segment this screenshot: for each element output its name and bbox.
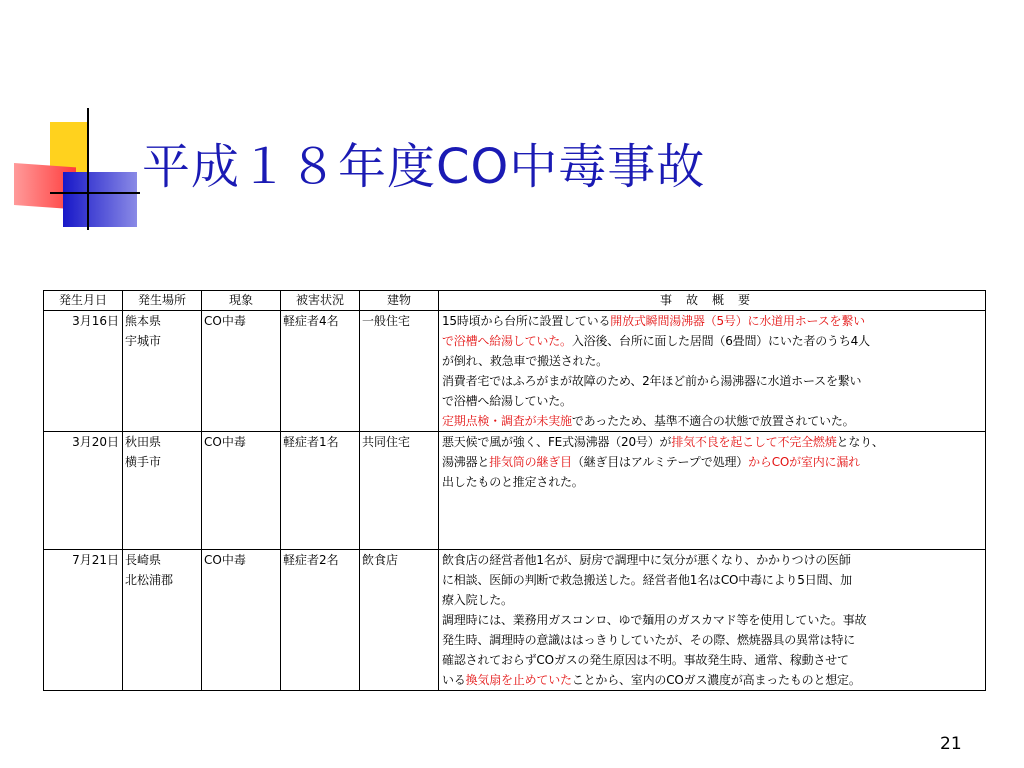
building-text: 飲食店 [362, 553, 399, 567]
place-line: 秋田県 [125, 435, 162, 449]
summary-text: ことから、室内のCOガス濃度が高まったものと想定。 [571, 673, 861, 687]
summary-line [442, 432, 985, 452]
summary-text: 15時頃から台所に設置している [442, 314, 611, 328]
summary-text: が倒れ、救急車で搬送された。 [442, 354, 608, 368]
slide-decoration-logo [0, 100, 140, 230]
summary-line [442, 630, 985, 650]
summary-line [442, 650, 985, 670]
date-text: 7月21日 [72, 553, 119, 567]
summary-text: 入浴後、台所に面した居間（6畳間）にいた者のうち4人 [571, 334, 870, 348]
summary-text: いる [442, 673, 466, 687]
header-place: 発生場所 [123, 291, 202, 311]
summary-text: 悪天候で風が強く、FE式湯沸器（20号）が [442, 435, 672, 449]
logo-vertical-line [87, 108, 89, 230]
summary-text: 飲食店の経営者他1名が、厨房で調理中に気分が悪くなり、かかりつけの医師 [442, 553, 851, 567]
summary-line [442, 670, 985, 690]
summary-highlight: からCOが室内に漏れ [748, 455, 860, 469]
accident-table [43, 290, 986, 691]
cell-place [123, 432, 202, 550]
cell-summary [439, 432, 986, 550]
cell-damage [281, 550, 360, 691]
logo-blue-square [63, 172, 137, 227]
summary-line [442, 391, 985, 411]
summary-line [442, 590, 985, 610]
date-text: 3月16日 [72, 314, 119, 328]
summary-line [442, 371, 985, 391]
summary-line [442, 411, 985, 431]
damage-text: 軽症者2名 [283, 553, 339, 567]
summary-text: となり、 [836, 435, 884, 449]
cell-phenomenon [202, 550, 281, 691]
header-phenomenon: 現象 [202, 291, 281, 311]
summary-highlight: で浴槽へ給湯していた。 [442, 334, 572, 348]
summary-text: 発生時、調理時の意識ははっきりしていたが、その際、燃焼器具の異常は特に [442, 633, 856, 647]
date-text: 3月20日 [72, 435, 119, 449]
phenomenon-text: CO中毒 [204, 435, 246, 449]
place-line: 宇城市 [125, 334, 162, 348]
summary-highlight: 排気不良を起こして不完全燃焼 [671, 435, 837, 449]
summary-line [442, 550, 985, 570]
table-header-row [44, 291, 986, 311]
header-damage: 被害状況 [281, 291, 360, 311]
table-row [44, 311, 986, 432]
summary-text: 確認されておらずCOガスの発生原因は不明。事故発生時、通常、稼動させて [442, 653, 849, 667]
cell-summary [439, 311, 986, 432]
summary-highlight: 開放式瞬間湯沸器（5号）に水道用ホースを繋い [610, 314, 865, 328]
summary-line [442, 570, 985, 590]
summary-line [442, 472, 985, 492]
summary-text: 湯沸器と [442, 455, 490, 469]
cell-place [123, 550, 202, 691]
cell-phenomenon [202, 311, 281, 432]
summary-highlight: 換気扇を止めていた [465, 673, 572, 687]
cell-building [360, 311, 439, 432]
summary-line [442, 452, 985, 472]
place-line: 北松浦郡 [125, 573, 174, 587]
phenomenon-text: CO中毒 [204, 553, 246, 567]
cell-summary [439, 550, 986, 691]
summary-text: 出したものと推定された。 [442, 475, 584, 489]
building-text: 一般住宅 [362, 314, 411, 328]
place-line: 長崎県 [125, 553, 162, 567]
cell-damage [281, 432, 360, 550]
place-line: 熊本県 [125, 314, 162, 328]
summary-text: で浴槽へ給湯していた。 [442, 394, 572, 408]
table-body [44, 311, 986, 691]
summary-text: 調理時には、業務用ガスコンロ、ゆで麺用のガスカマド等を使用していた。事故 [442, 613, 867, 627]
phenomenon-text: CO中毒 [204, 314, 246, 328]
page-number: 21 [940, 734, 962, 754]
summary-text: 消費者宅ではふろがまが故障のため、2年ほど前から湯沸器に水道ホースを繋い [442, 374, 862, 388]
cell-date [44, 550, 123, 691]
cell-damage [281, 311, 360, 432]
summary-line [442, 351, 985, 371]
summary-line [442, 610, 985, 630]
cell-phenomenon [202, 432, 281, 550]
damage-text: 軽症者1名 [283, 435, 339, 449]
summary-text: に相談、医師の判断で救急搬送した。経営者他1名はCO中毒により5日間、加 [442, 573, 852, 587]
summary-highlight: 排気筒の継ぎ目 [489, 455, 572, 469]
summary-text: であったため、基準不適合の状態で放置されていた。 [571, 414, 855, 428]
table-row [44, 550, 986, 691]
summary-line [442, 311, 985, 331]
summary-highlight: 定期点検・調査が未実施 [442, 414, 572, 428]
header-date: 発生月日 [44, 291, 123, 311]
cell-building [360, 432, 439, 550]
summary-line [442, 331, 985, 351]
cell-date [44, 432, 123, 550]
cell-date [44, 311, 123, 432]
summary-text: 療入院した。 [442, 593, 513, 607]
header-summary: 事故概要 [439, 291, 986, 311]
table-row [44, 432, 986, 550]
cell-building [360, 550, 439, 691]
slide-title: 平成１８年度CO中毒事故 [142, 139, 706, 195]
damage-text: 軽症者4名 [283, 314, 339, 328]
cell-place [123, 311, 202, 432]
header-building: 建物 [360, 291, 439, 311]
logo-shapes [0, 100, 140, 230]
logo-horizontal-line [50, 192, 140, 194]
summary-text: （継ぎ目はアルミテープで処理） [571, 455, 749, 469]
building-text: 共同住宅 [362, 435, 411, 449]
place-line: 横手市 [125, 455, 162, 469]
